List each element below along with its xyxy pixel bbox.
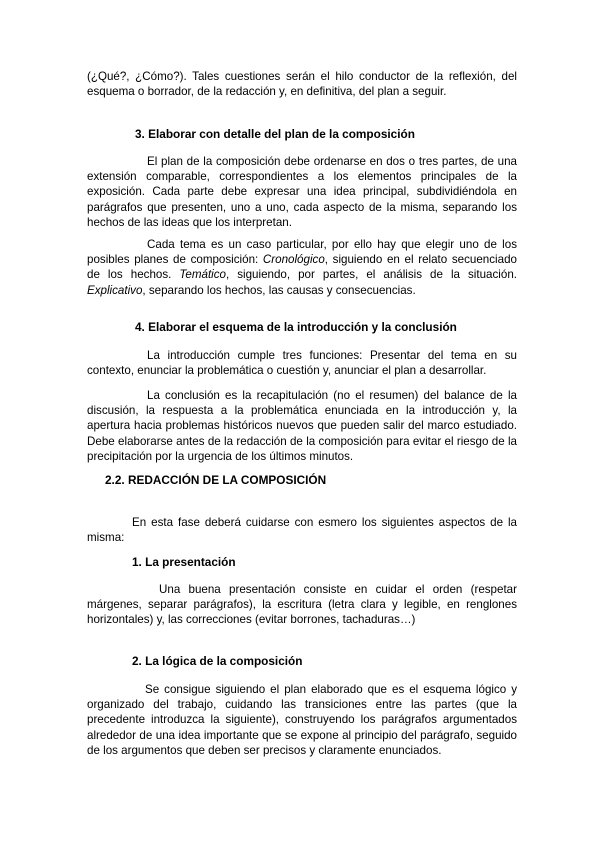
presentation-paragraph-text: Una buena presentación consiste en cuidar el orden (respetar márgenes, separar parágrafos), la escritura (letra clara y legible, en renglones horizontales) y, las correcciones (evitar borrones, tachaduras…) [87,583,517,627]
p3b-text-4: , separando los hechos, las causas y consecuencias. [142,283,416,297]
p3b-tematico: Temático [179,268,226,282]
logic-paragraph [87,682,517,758]
section-4-paragraph-1 [87,348,517,378]
section-3-paragraph-1 [87,154,517,230]
section-4-paragraph-2-text: La conclusión es la recapitulación (no el resumen) del balance de la discusión, la respuesta a la problemática enunciada en la introducción y, la apertura hacia problemas históricos nuevos que pueden salir del marco estudiado. Debe elaborarse antes de la redacción de la composición para evitar el riesgo de la precipitación por la urgencia de los últimos minutos. [87,389,517,463]
p3b-explicativo: Explicativo [87,283,143,297]
section-2-2-paragraph-text: En esta fase deberá cuidarse con esmero los siguientes aspectos de la misma: [87,516,517,545]
section-3-heading: 3. Elaborar con detalle del plan de la composición [135,127,415,141]
p3b-text-2: , siguiendo en el relato secuenciado de los hechos. [87,253,517,282]
section-2-2-paragraph [87,515,517,545]
p3b-text-1: Cada tema es un caso particular, por ello hay que elegir uno de los posibles planes de composición: [87,238,517,267]
section-4-paragraph-2 [87,388,517,464]
logic-paragraph-text: Se consigue siguiendo el plan elaborado que es el esquema lógico y organizado del trabajo, cuidando las transiciones entre las partes (que la precedente introduzca la siguiente), construyendo los parágrafos argumentados alrededor de una idea importante que se expone al principio del parágrafo, seguido de los argumentos que deben ser precisos y claramente enunciados. [87,683,517,757]
p3b-text-3: , siguiendo, por partes, el análisis de la situación. [226,268,517,282]
intro-continuation-paragraph: (¿Qué?, ¿Cómo?). Tales cuestiones serán el hilo conductor de la reflexión, del esquema o borrador, de la redacción y, en definitiva, del plan a seguir. [87,70,517,99]
section-2-2-heading: 2.2. REDACCIÓN DE LA COMPOSICIÓN [105,473,327,487]
section-4-heading: 4. Elaborar el esquema de la introducción y la conclusión [135,320,457,334]
logic-heading: 2. La lógica de la composición [132,654,303,668]
section-4-paragraph-1-text: La introducción cumple tres funciones: Presentar del tema en su contexto, enunciar la problemática o cuestión y, anunciar el plan a desarrollar. [87,349,517,378]
presentation-heading: 1. La presentación [132,555,236,569]
p3b-cronologico: Cronológico [262,253,325,267]
section-3-paragraph-2 [87,237,517,298]
presentation-paragraph [87,582,517,628]
section-3-paragraph-1-text: El plan de la composición debe ordenarse en dos o tres partes, de una extensión comparable, correspondientes a los elementos principales de la exposición. Cada parte debe expresar una idea principal, subdividiéndola en parágrafos que presenten, uno a uno, cada aspecto de la misma, separando los hechos de las ideas que los interpretan. [87,155,517,229]
